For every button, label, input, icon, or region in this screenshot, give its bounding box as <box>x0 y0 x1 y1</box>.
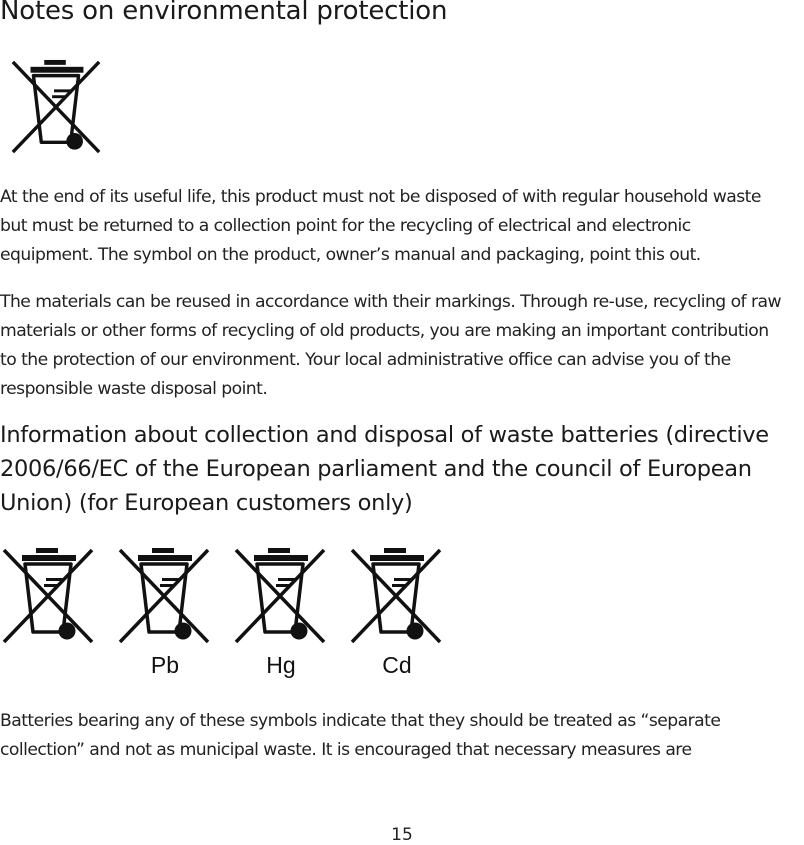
heading-line: Information about collection and disposal of waste batteries (directive <box>0 422 769 448</box>
crossed-out-wheelie-bin-icon <box>8 58 104 156</box>
crossed-out-wheelie-bin-icon <box>0 546 96 646</box>
section-heading-environmental-protection: Notes on environmental protection <box>0 0 448 26</box>
paragraph-materials-reuse <box>0 288 781 404</box>
paragraph-line: collection” and not as municipal waste. It is encouraged that necessary measures are <box>0 740 692 760</box>
heading-line: Union) (for European customers only) <box>0 490 413 516</box>
crossed-out-wheelie-bin-icon <box>232 546 328 646</box>
paragraph-line: The materials can be reused in accordance with their markings. Through re-use, recycling of raw <box>0 292 781 312</box>
page-number: 15 <box>391 825 413 845</box>
section-heading-waste-batteries <box>0 418 769 520</box>
heading-line: 2006/66/EC of the European parliament and the council of European <box>0 456 752 482</box>
paragraph-line: materials or other forms of recycling of old products, you are making an important contribution <box>0 321 769 341</box>
paragraph-line: to the protection of our environment. Your local administrative office can advise you of the <box>0 350 731 370</box>
paragraph-line: but must be returned to a collection point for the recycling of electrical and electronic <box>0 216 691 236</box>
paragraph-end-of-life <box>0 183 761 270</box>
battery-symbol-label-pb: Pb <box>150 652 180 678</box>
crossed-out-wheelie-bin-icon <box>116 546 212 646</box>
battery-symbols <box>0 546 460 686</box>
battery-symbol-label-hg: Hg <box>266 652 296 678</box>
battery-symbol-label-cd: Cd <box>382 652 412 678</box>
paragraph-line: Batteries bearing any of these symbols indicate that they should be treated as “separate <box>0 711 721 731</box>
crossed-out-wheelie-bin-icon <box>348 546 444 646</box>
paragraph-line: responsible waste disposal point. <box>0 379 268 399</box>
paragraph-line: At the end of its useful life, this product must not be disposed of with regular household waste <box>0 187 761 207</box>
paragraph-batteries-separate-collection <box>0 707 720 765</box>
paragraph-line: equipment. The symbol on the product, owner’s manual and packaging, point this out. <box>0 245 701 265</box>
